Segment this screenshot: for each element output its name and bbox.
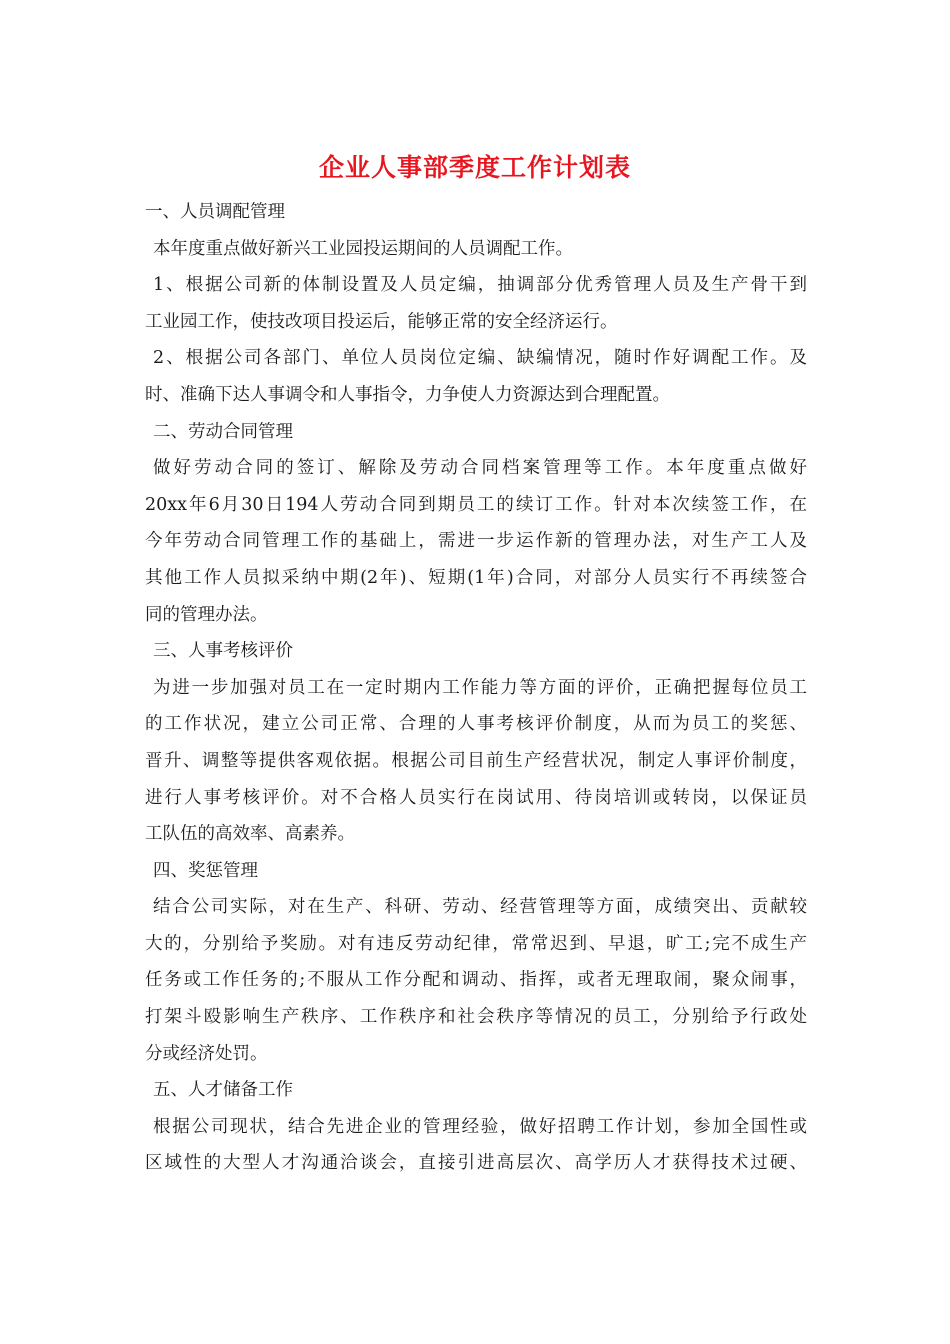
paragraph-line: 区域性的大型人才沟通洽谈会，直接引进高层次、高学历人才获得技术过硬、 <box>145 1153 807 1174</box>
section-heading: 四、奖惩管理 <box>153 860 258 881</box>
paragraph-line: 今年劳动合同管理工作的基础上，需进一步运作新的管理办法，对生产工人及 <box>145 531 807 552</box>
paragraph-line: 工业园工作，使技改项目投运后，能够正常的安全经济运行。 <box>145 311 618 332</box>
section-heading: 五、人才储备工作 <box>153 1080 293 1101</box>
section-heading: 三、人事考核评价 <box>153 641 293 662</box>
paragraph-line: 根据公司现状，结合先进企业的管理经验，做好招聘工作计划，参加全国性或 <box>153 1116 807 1137</box>
section-heading: 一、人员调配管理 <box>145 202 285 222</box>
paragraph-line: 的工作状况，建立公司正常、合理的人事考核评价制度，从而为员工的奖惩、 <box>145 714 807 735</box>
document-title: 企业人事部季度工作计划表 <box>318 153 631 182</box>
paragraph-line: 其他工作人员拟采纳中期(2年)、短期(1年)合同，对部分人员实行不再续签合 <box>145 567 807 588</box>
paragraph-line: 1、根据公司新的体制设置及人员定编，抽调部分优秀管理人员及生产骨干到 <box>153 275 807 296</box>
paragraph-line: 本年度重点做好新兴工业园投运期间的人员调配工作。 <box>153 238 573 259</box>
paragraph-line: 为进一步加强对员工在一定时期内工作能力等方面的评价，正确把握每位员工 <box>153 677 807 698</box>
paragraph-line: 结合公司实际，对在生产、科研、劳动、经营管理等方面，成绩突出、贡献较 <box>153 897 807 918</box>
paragraph-line: 2、根据公司各部门、单位人员岗位定编、缺编情况，随时作好调配工作。及 <box>153 348 807 369</box>
document-body <box>145 194 807 1182</box>
paragraph-line: 大的，分别给予奖励。对有违反劳动纪律，常常迟到、早退，旷工;完不成生产 <box>145 933 807 954</box>
paragraph-line: 分或经济处罚。 <box>145 1043 268 1064</box>
paragraph-line: 做好劳动合同的签订、解除及劳动合同档案管理等工作。本年度重点做好 <box>153 458 807 479</box>
paragraph-line: 任务或工作任务的;不服从工作分配和调动、指挥，或者无理取闹，聚众闹事， <box>145 970 807 991</box>
section-heading: 二、劳动合同管理 <box>153 421 293 442</box>
paragraph-line: 进行人事考核评价。对不合格人员实行在岗试用、待岗培训或转岗，以保证员 <box>145 787 807 808</box>
paragraph-line: 同的管理办法。 <box>145 604 268 625</box>
paragraph-line: 打架斗殴影响生产秩序、工作秩序和社会秩序等情况的员工，分别给予行政处 <box>145 1007 807 1028</box>
paragraph-line: 工队伍的高效率、高素养。 <box>145 824 355 845</box>
paragraph-line: 20xx年6月30日194人劳动合同到期员工的续订工作。针对本次续签工作，在 <box>145 494 807 515</box>
paragraph-line: 晋升、调整等提供客观依据。根据公司目前生产经营状况，制定人事评价制度， <box>145 750 807 771</box>
paragraph-line: 时、准确下达人事调令和人事指令，力争使人力资源达到合理配置。 <box>145 384 670 405</box>
